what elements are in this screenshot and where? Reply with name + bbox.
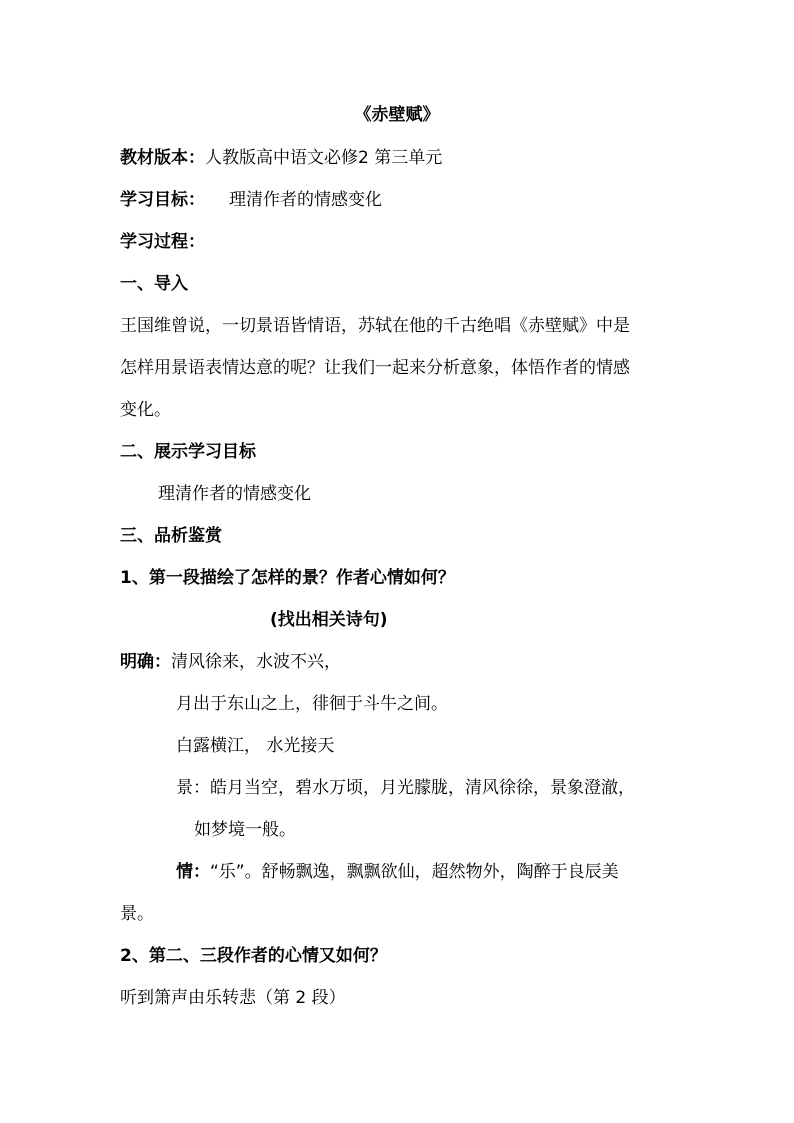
intro-paragraph-line-2: 怎样用景语表情达意的呢？让我们一起来分析意象，体悟作者的情感	[120, 358, 630, 378]
goals-body: 理清作者的情感变化	[158, 484, 311, 504]
edition-value: 人教版高中语文必修2 第三单元	[205, 148, 443, 168]
scene-line-2: 如梦境一般。	[194, 820, 296, 840]
goal-line	[120, 188, 382, 212]
intro-paragraph-line-3: 变化。	[120, 400, 171, 420]
process-label: 学习过程：	[120, 232, 205, 252]
goal-value: 理清作者的情感变化	[229, 190, 382, 210]
document-title: 《赤壁赋》	[354, 105, 440, 125]
question-2-line-1: 听到箫声由乐转悲（第 2 段）	[120, 988, 346, 1008]
question-1-hint: (找出相关诗句)	[270, 610, 388, 630]
answer-line-2: 月出于东山之上，徘徊于斗牛之间。	[176, 694, 448, 714]
edition-label: 教材版本：	[120, 148, 205, 168]
goal-label: 学习目标：	[120, 190, 205, 210]
scene-line-1: 景：皓月当空，碧水万顷，月光朦胧，清风徐徐，景象澄澈，	[176, 778, 635, 798]
edition-line	[120, 146, 442, 170]
section-heading-intro: 一、导入	[120, 274, 188, 294]
emotion-line-1	[176, 860, 619, 884]
question-2: 2、第二、三段作者的心情又如何？	[120, 946, 387, 966]
intro-paragraph-line-1: 王国维曾说，一切景语皆情语，苏轼在他的千古绝唱《赤壁赋》中是	[120, 316, 630, 336]
section-heading-goals: 二、展示学习目标	[120, 442, 256, 462]
answer-text-1: 清风徐来，水波不兴，	[171, 652, 341, 672]
emotion-line-2: 景。	[120, 904, 154, 924]
answer-line-1	[120, 650, 341, 674]
emotion-text-1: “乐”。舒畅飘逸，飘飘欲仙，超然物外，陶醉于良辰美	[210, 862, 619, 882]
section-heading-analysis: 三、品析鉴赏	[120, 526, 222, 546]
question-1: 1、第一段描绘了怎样的景？作者心情如何？	[120, 568, 455, 588]
answer-label: 明确：	[120, 652, 171, 672]
emotion-label: 情：	[176, 862, 210, 882]
answer-line-3: 白露横江， 水光接天	[176, 736, 335, 756]
